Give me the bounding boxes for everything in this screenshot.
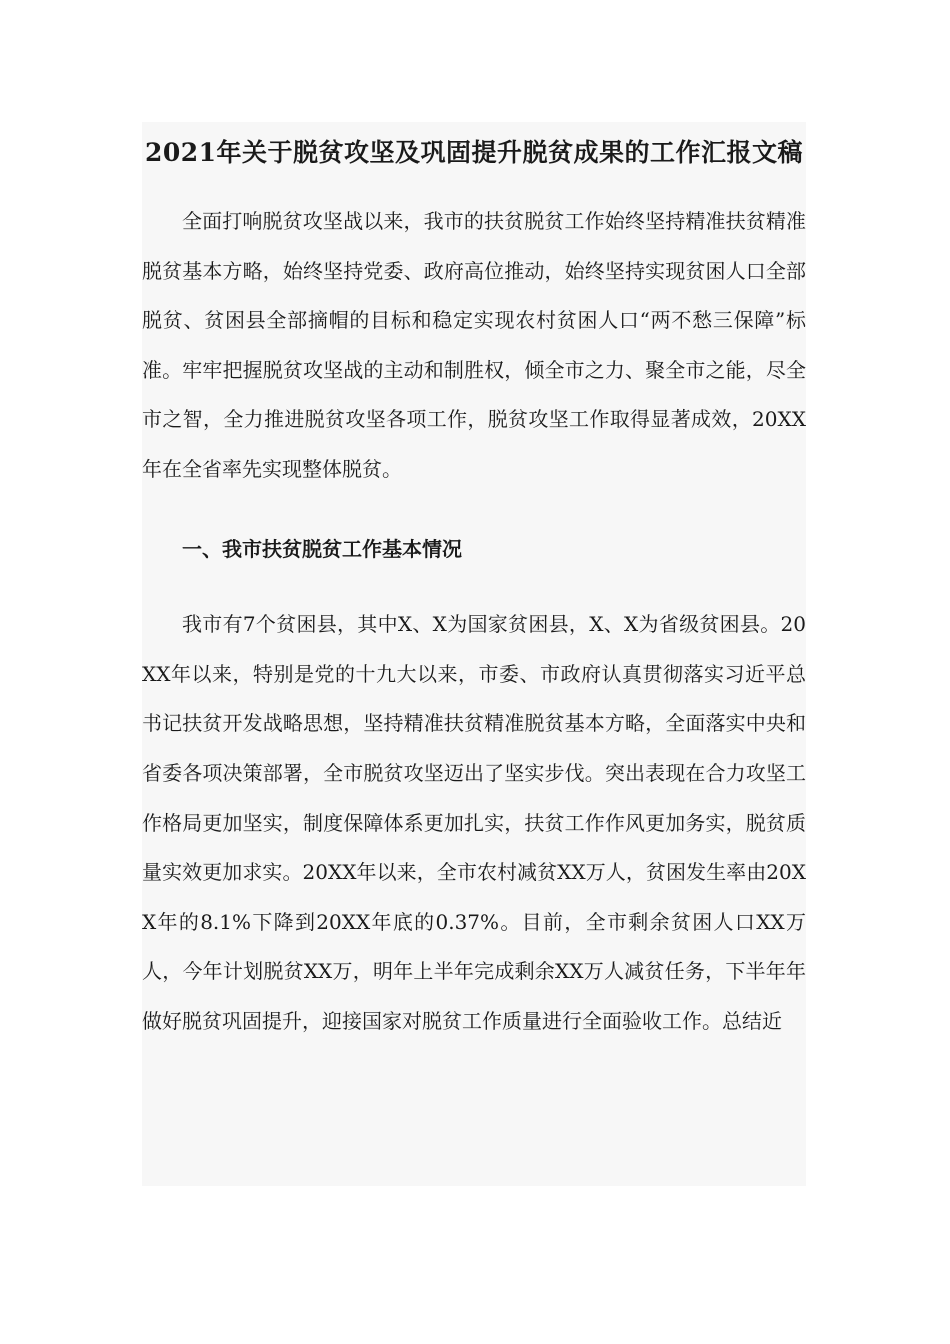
document-title: 2021年关于脱贫攻坚及巩固提升脱贫成果的工作汇报文稿 (144, 138, 804, 167)
document-page (142, 122, 806, 1186)
body-paragraph: 我市有7个贫困县，其中X、X为国家贫困县，X、X为省级贫困县。20XX年以来，特别是党的十九大以来，市委、市政府认真贯彻落实习近平总书记扶贫开发战略思想，坚持精准扶贫精准脱贫基本方略，全面落实中央和省委各项决策部署，全市脱贫攻坚迈出了坚实步伐。突出表现在合力攻坚工作格局更加坚实，制度保障体系更加扎实，扶贫工作作风更加务实，脱贫质量实效更加求实。20XX年以来，全市农村减贫XX万人，贫困发生率由20XX年的8.1%下降到20XX年底的0.37%。目前，全市剩余贫困人口XX万人，今年计划脱贫XX万，明年上半年完成剩余XX万人减贫任务，下半年年做好脱贫巩固提升，迎接国家对脱贫工作质量进行全面验收工作。总结近 (142, 612, 806, 1033)
intro-paragraph: 全面打响脱贫攻坚战以来，我市的扶贫脱贫工作始终坚持精准扶贫精准脱贫基本方略，始终坚持党委、政府高位推动，始终坚持实现贫困人口全部脱贫、贫困县全部摘帽的目标和稳定实现农村贫困人口“两不愁三保障”标准。牢牢把握脱贫攻坚战的主动和制胜权，倾全市之力、聚全市之能，尽全市之智，全力推进脱贫攻坚各项工作，脱贫攻坚工作取得显著成效，20XX年在全省率先实现整体脱贫。 (142, 209, 806, 481)
section-heading: 一、我市扶贫脱贫工作基本情况 (182, 536, 462, 561)
